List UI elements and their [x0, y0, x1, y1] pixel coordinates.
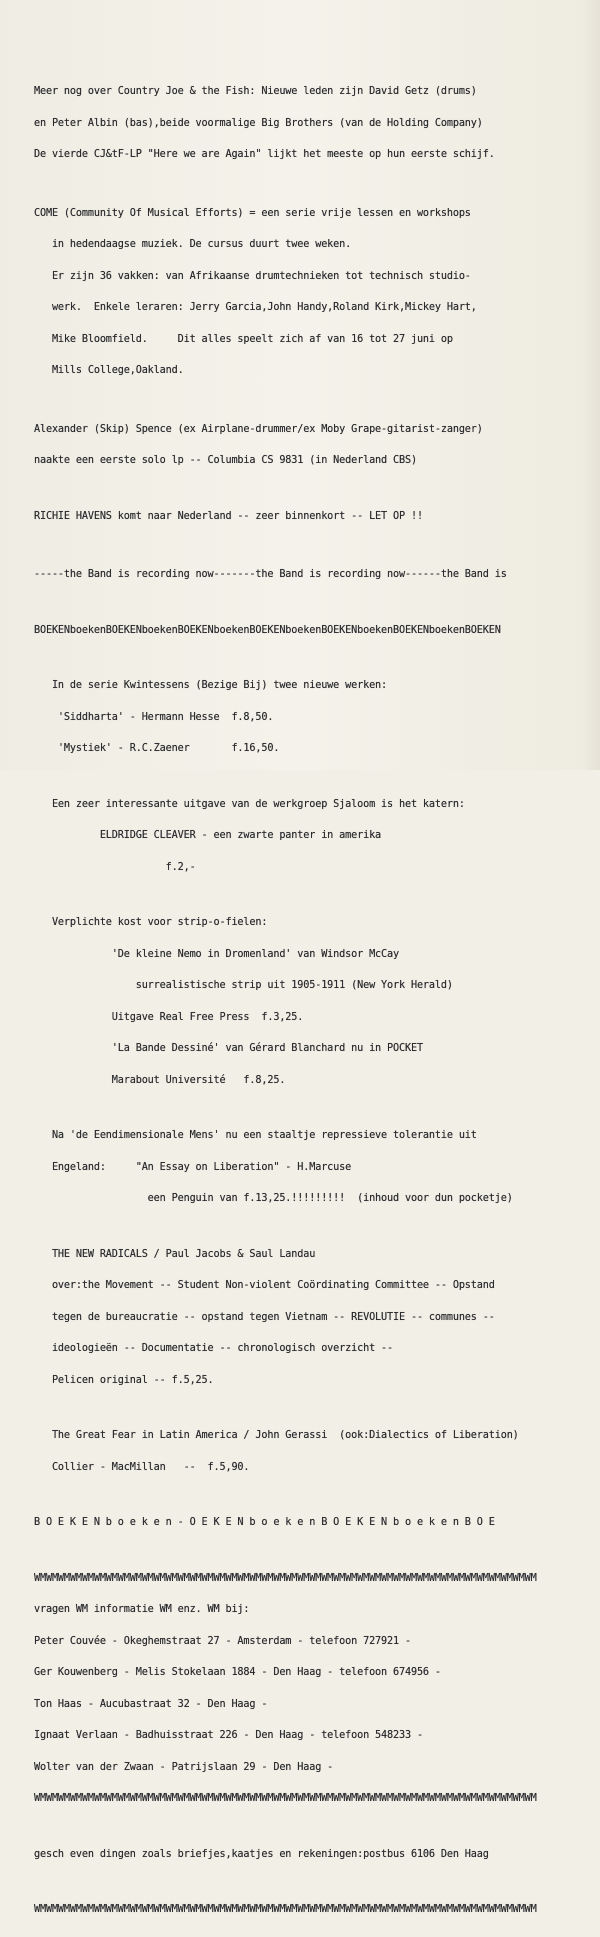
text-line: Na 'de Eendimensionale Mens' nu een staaltje repressieve tolerantie uit: [34, 1130, 477, 1141]
text-line: Ger Kouwenberg - Melis Stokelaan 1884 - Den Haag - telefoon 674956 -: [34, 1667, 441, 1678]
text-line: Marabout Université f.8,25.: [34, 1074, 286, 1086]
text-line: werk. Enkele leraren: Jerry Garcia,John Handy,Roland Kirk,Mickey Hart,: [34, 302, 477, 313]
text-line: Mike Bloomfield. Dit alles speelt zich af van 16 tot 27 juni op: [34, 333, 453, 345]
text-line: vragen WM informatie WM enz. WM bij:: [34, 1604, 250, 1615]
text-line: -----the Band is recording now-------the Band is recording now------the Band is: [34, 569, 507, 580]
text-line: Een zeer interessante uitgave van de werkgroep Sjaloom is het katern:: [34, 798, 465, 810]
text-line: Engeland: "An Essay on Liberation" - H.Marcuse: [34, 1161, 352, 1173]
text-line: surrealistische strip uit 1905-1911 (New York Herald): [34, 980, 453, 991]
text-line: Wolter van der Zwaan - Patrijslaan 29 - Den Haag -: [34, 1761, 334, 1773]
text-line: een Penguin van f.13,25.!!!!!!!!! (inhoud voor dun pocketje): [34, 1193, 513, 1204]
text-line: ideologieën -- Documentatie -- chronologisch overzicht --: [34, 1343, 394, 1354]
text-line: Ignaat Verlaan - Badhuisstraat 226 - Den Haag - telefoon 548233 -: [34, 1730, 423, 1741]
text-line: 'Mystiek' - R.C.Zaener f.16,50.: [34, 743, 280, 754]
text-line: in hedendaagse muziek. De cursus duurt twee weken.: [34, 239, 352, 250]
text-line: Alexander (Skip) Spence (ex Airplane-drummer/ex Moby Grape-gitarist-zanger): [34, 423, 483, 435]
text-line: The Great Fear in Latin America / John Gerassi (ook:Dialectics of Liberation): [34, 1430, 519, 1441]
text-line: De vierde CJ&tF-LP "Here we are Again" lijkt het meeste op hun eerste schijf.: [34, 149, 495, 160]
text-line: Meer nog over Country Joe & the Fish: Nieuwe leden zijn David Getz (drums): [34, 86, 477, 97]
text-line: over:the Movement -- Student Non-violent Coördinating Committee -- Opstand: [34, 1280, 495, 1291]
page-text: [34, 66, 589, 1937]
text-line: 'De kleine Nemo in Dromenland' van Windsor McCay: [34, 948, 399, 960]
text-line: In de serie Kwintessens (Bezige Bij) twee nieuwe werken:: [34, 680, 388, 691]
text-line: en Peter Albin (bas),beide voormalige Big Brothers (van de Holding Company): [34, 117, 483, 129]
text-line: gesch even dingen zoals briefjes,kaatjes en rekeningen:postbus 6106 Den Haag: [34, 1848, 489, 1860]
text-line: Er zijn 36 vakken: van Afrikaanse drumtechnieken tot technisch studio-: [34, 270, 471, 282]
text-line: 'Siddharta' - Hermann Hesse f.8,50.: [34, 711, 274, 723]
wm-divider: WMWMWMWMWMWMWMWMWMWMWMWMWMWMWMWMWMWMWMWMWMWMWMWMWMWMWMWMWMWMWMWMWMWMWMWMWMWMWMWMWMWM: [34, 1793, 537, 1804]
text-line: tegen de bureaucratie -- opstand tegen Vietnam -- REVOLUTIE -- communes --: [34, 1311, 495, 1323]
text-line: 'La Bande Dessiné' van Gérard Blanchard nu in POCKET: [34, 1043, 423, 1054]
text-line: Pelicen original -- f.5,25.: [34, 1374, 214, 1386]
text-line: Ton Haas - Aucubastraat 32 - Den Haag -: [34, 1698, 268, 1710]
text-line: ELDRIDGE CLEAVER - een zwarte panter in amerika: [34, 830, 382, 841]
text-line: COME (Community Of Musical Efforts) = een serie vrije lessen en workshops: [34, 207, 471, 219]
text-line: THE NEW RADICALS / Paul Jacobs & Saul Landau: [34, 1248, 316, 1260]
text-line: Peter Couvée - Okeghemstraat 27 - Amsterdam - telefoon 727921 -: [34, 1635, 411, 1647]
wm-divider: WMWMWMWMWMWMWMWMWMWMWMWMWMWMWMWMWMWMWMWMWMWMWMWMWMWMWMWMWMWMWMWMWMWMWMWMWMWMWMWMWMWM: [34, 1904, 537, 1915]
text-line: RICHIE HAVENS komt naar Nederland -- zeer binnenkort -- LET OP !!: [34, 510, 423, 522]
text-line: Verplichte kost voor strip-o-fielen:: [34, 917, 268, 928]
text-line: f.2,-: [34, 861, 196, 873]
text-line: B O E K E N b o e k e n - O E K E N b o e k e n B O E K E N b o e k e n B O E: [34, 1517, 495, 1528]
text-line: Uitgave Real Free Press f.3,25.: [34, 1011, 304, 1023]
text-line: BOEKENboekenBOEKENboekenBOEKENboekenBOEKENboekenBOEKENboekenBOEKENboekenBOEKEN: [34, 624, 501, 636]
text-line: Mills College,Oakland.: [34, 365, 184, 376]
text-line: Collier - MacMillan -- f.5,90.: [34, 1461, 250, 1473]
text-line: naakte een eerste solo lp -- Columbia CS 9831 (in Nederland CBS): [34, 455, 417, 466]
wm-divider: WMWMWMWMWMWMWMWMWMWMWMWMWMWMWMWMWMWMWMWMWMWMWMWMWMWMWMWMWMWMWMWMWMWMWMWMWMWMWMWMWMWM: [34, 1572, 537, 1584]
